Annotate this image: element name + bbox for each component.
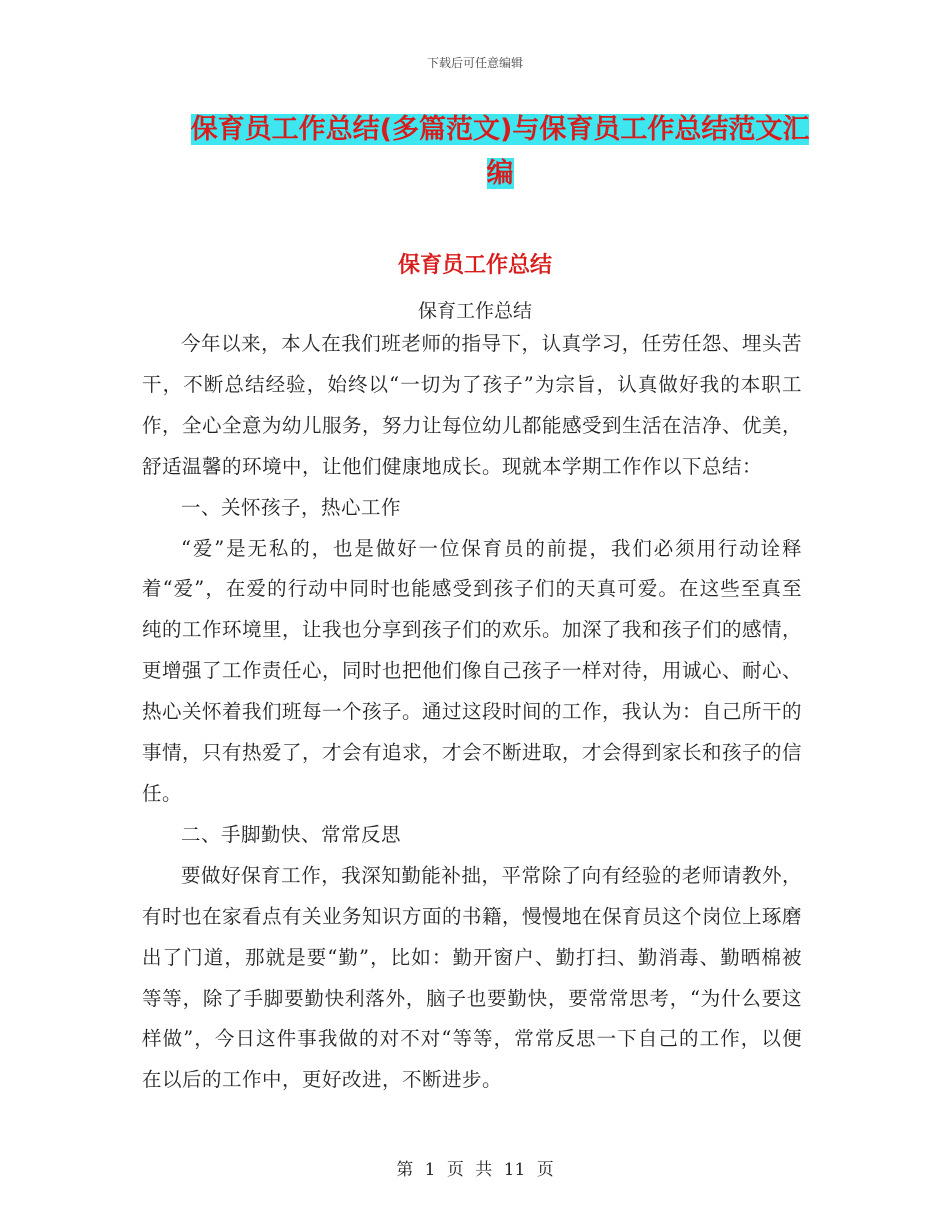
section-title: 保育员工作总结: [397, 253, 552, 278]
header-note: 下载后可任意编辑: [426, 56, 523, 70]
heading-section-2: 二、手脚勤快、常常反思: [181, 822, 402, 846]
heading-section-1: 一、关怀孩子，热心工作: [181, 495, 402, 519]
paragraph-intro: 今年以来，本人在我们班老师的指导下，认真学习，任劳任怨、埋头苦干，不断总结经验，始终以“一切为了孩子”为宗旨，认真做好我的本职工作，全心全意为幼儿服务，努力让每位幼儿都能感受到生活在洁净、优美，舒适温馨的环境中，让他们健康地成长。现就本学期工作作以下总结：: [142, 332, 803, 478]
document-body: [142, 324, 802, 1101]
paragraph-section-2: 要做好保育工作，我深知勤能补拙，平常除了向有经验的老师请教外，有时也在家看点有关业务知识方面的书籍，慢慢地在保育员这个岗位上琢磨出了门道，那就是要“勤”，比如：勤开窗户、勤打扫、勤消毒、勤晒棉被等等，除了手脚要勤快利落外，脑子也要勤快，要常常思考，“为什么要这样做”，今日这件事我做的对不对“等等，常常反思一下自己的工作，以便在以后的工作中，更好改进，不断进步。: [142, 863, 803, 1092]
document-main-title: [190, 108, 810, 196]
sub-title: 保育工作总结: [417, 300, 532, 322]
page-footer: 第 1 页 共 11 页: [396, 1160, 554, 1180]
main-title-text: 保育员工作总结(多篇范文)与保育员工作总结范文汇编: [190, 114, 810, 189]
paragraph-section-1: “爱”是无私的，也是做好一位保育员的前提，我们必须用行动诠释着“爱”，在爱的行动中同时也能感受到孩子们的天真可爱。在这些至真至纯的工作环境里，让我也分享到孩子们的欢乐。加深了我和孩子们的感情，更增强了工作责任心，同时也把他们像自己孩子一样对待，用诚心、耐心、热心关怀着我们班每一个孩子。通过这段时间的工作，我认为：自己所干的事情，只有热爱了，才会有追求，才会不断进取，才会得到家长和孩子的信任。: [142, 536, 803, 805]
